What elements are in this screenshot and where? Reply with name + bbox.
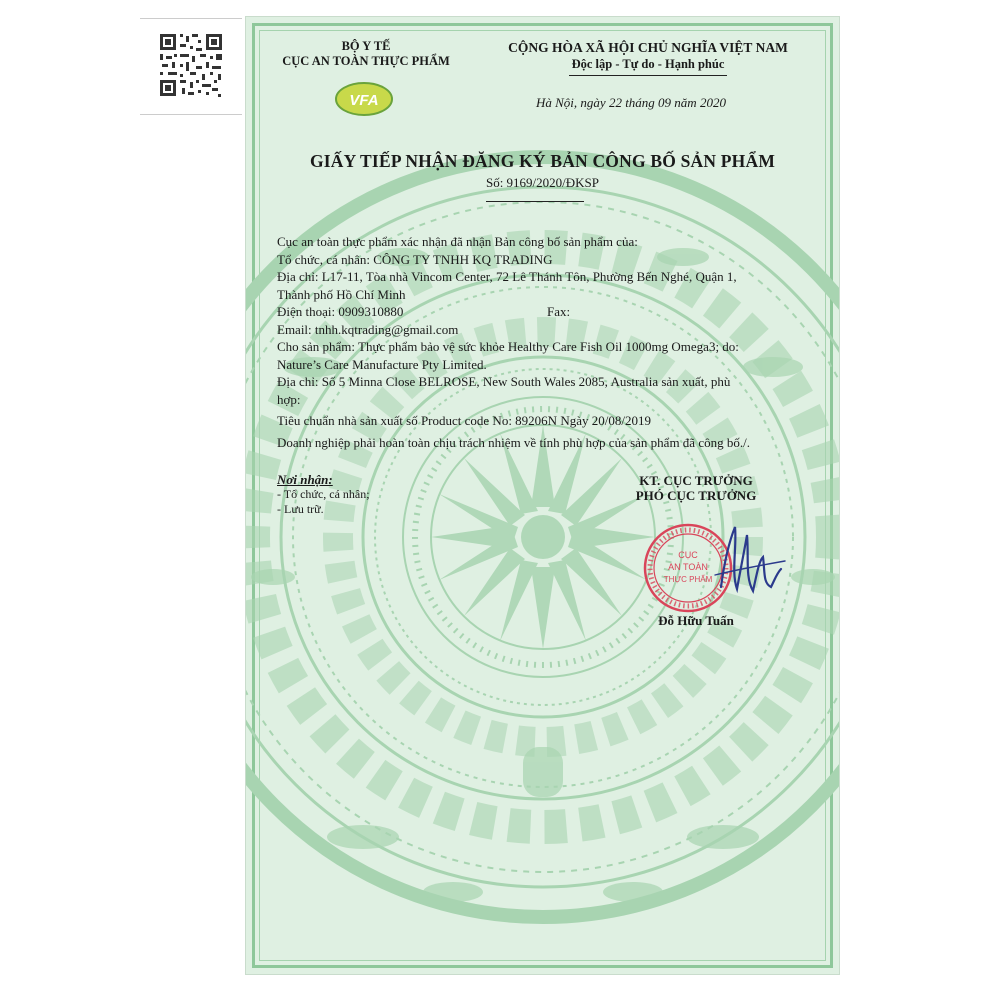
- country-name: CỘNG HÒA XÃ HỘI CHỦ NGHĨA VIỆT NAM: [508, 40, 788, 55]
- certificate-sheet: [245, 16, 840, 975]
- email-text: Email: tnhh.kqtrading@gmail.com: [277, 321, 459, 337]
- document-title: GIẤY TIẾP NHẬN ĐĂNG KÝ BẢN CÔNG BỐ SẢN PHẨM: [309, 151, 776, 171]
- maker-address-line-1: Địa chỉ: Số 5 Minna Close BELROSE, New South Wales 2085, Australia sản xuất, phù: [277, 374, 731, 389]
- recipients-heading: Nơi nhận:: [277, 472, 333, 487]
- recipients-block: [277, 472, 370, 517]
- recipient-item: - Lưu trữ.: [277, 502, 324, 516]
- signatory-title-line-2: PHÓ CỤC TRƯỞNG: [635, 488, 757, 503]
- signer-name: Đỗ Hữu Tuấn: [658, 613, 734, 628]
- signatory-title: [606, 473, 786, 503]
- qr-code-icon: [140, 18, 242, 114]
- maker-address-line-2: hợp:: [277, 391, 301, 407]
- product-line-1: Cho sản phẩm: Thực phẩm bảo vệ sức khỏe Healthy Care Fish Oil 1000mg Omega3; do:: [277, 339, 739, 354]
- organization-line: Tổ chức, cá nhân: CÔNG TY TNHH KQ TRADING: [277, 251, 553, 267]
- vfa-logo: [332, 79, 396, 119]
- issue-date: Hà Nội, ngày 22 tháng 09 năm 2020: [536, 95, 726, 110]
- standard-line: Tiêu chuẩn nhà sản xuất số Product code No: 89206N Ngày 20/08/2019: [277, 413, 651, 428]
- document-number: Số: 9169/2020/ĐKSP: [485, 175, 600, 190]
- responsibility-line: Doanh nghiệp phải hoàn toàn chịu trách nhiệm về tính phù hợp của sản phẩm đã công bố./.: [277, 434, 750, 450]
- national-header: [468, 39, 828, 73]
- phone-text: Điện thoại: 0909310880: [277, 304, 404, 319]
- stamp-text-line: AN TOÀN: [668, 562, 708, 572]
- issuer-header: [266, 39, 466, 69]
- product-line-2: Nature’s Care Manufacture Pty Limited.: [277, 356, 487, 372]
- stamp-text-line: CỤC: [678, 550, 698, 560]
- stamp-text-line: THỰC PHẨM: [663, 575, 713, 584]
- contact-line: [277, 303, 817, 321]
- address-line-1: Địa chỉ: L17-11, Tòa nhà Vincom Center, 72 Lê Thánh Tôn, Phường Bến Nghé, Quận 1,: [277, 269, 737, 284]
- recipient-item: - Tổ chức, cá nhân;: [277, 487, 370, 501]
- qr-border-bottom: [140, 114, 242, 115]
- agency-name: CỤC AN TOÀN THỰC PHẨM: [282, 54, 450, 68]
- fax-text: Fax:: [547, 304, 571, 319]
- ministry-name: BỘ Y TẾ: [341, 39, 391, 53]
- certificate-body: [277, 233, 817, 451]
- signatory-title-line-1: KT. CỤC TRƯỞNG: [639, 473, 753, 488]
- title-divider: [486, 201, 584, 202]
- motto-underline: [569, 75, 727, 76]
- address-line-2: Thành phố Hồ Chí Minh: [277, 286, 406, 302]
- logo-text: VFA: [349, 92, 379, 109]
- national-motto: Độc lập - Tự do - Hạnh phúc: [571, 57, 725, 71]
- intro-text: Cục an toàn thực phẩm xác nhận đã nhận Bản công bố sản phẩm của:: [277, 234, 638, 249]
- handwritten-signature: [701, 517, 791, 602]
